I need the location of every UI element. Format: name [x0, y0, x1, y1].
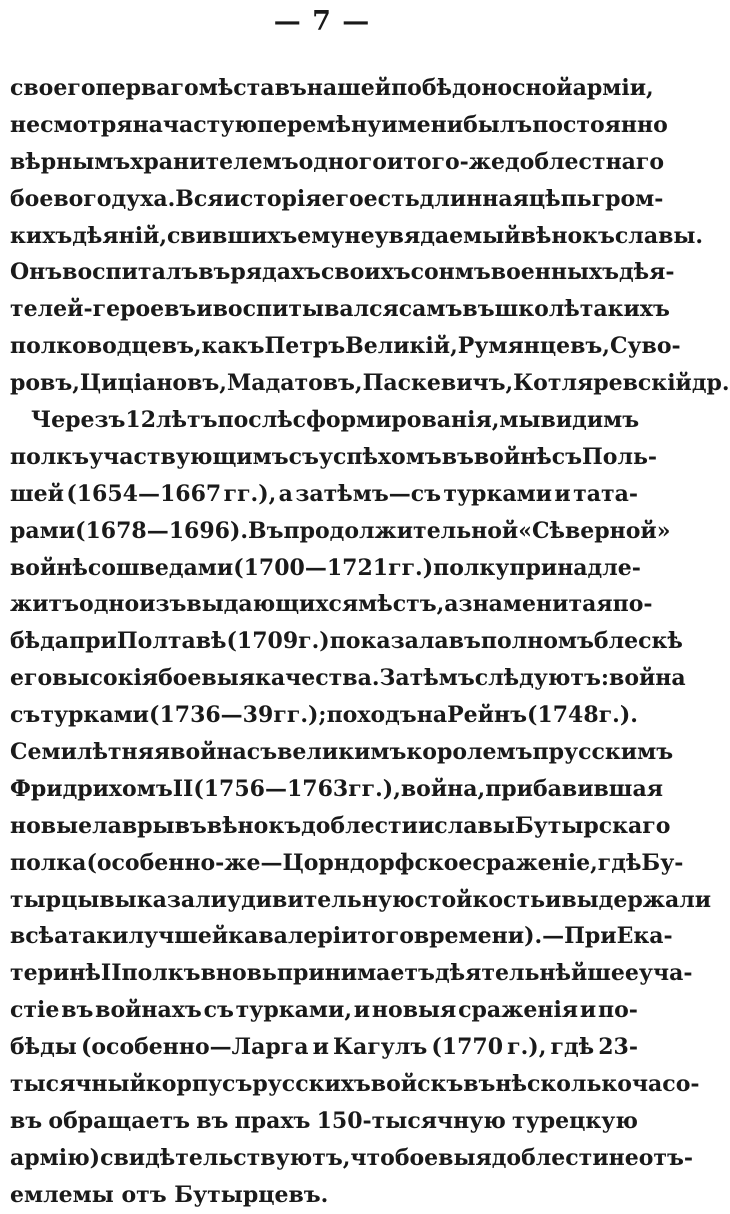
- word: турецкую: [512, 1107, 638, 1134]
- word: въ: [174, 812, 207, 839]
- text-line: [10, 808, 671, 845]
- word: видимъ: [540, 407, 640, 434]
- word: того-же: [403, 148, 506, 175]
- word: есть: [363, 185, 420, 212]
- word: сраженія: [458, 997, 579, 1024]
- word: гдѣ: [550, 1034, 595, 1061]
- word: Циціановъ,: [79, 370, 227, 397]
- word: длинная: [419, 185, 529, 212]
- word: Котляревскій: [513, 370, 692, 397]
- word: боевого: [10, 185, 112, 212]
- word: лавры: [92, 812, 175, 839]
- word: мѣста: [198, 75, 275, 101]
- word: походъ: [326, 702, 417, 729]
- word: исторія: [223, 185, 322, 212]
- text-line: [10, 955, 693, 992]
- word: корпусъ: [145, 1071, 253, 1098]
- word: уча-: [638, 960, 693, 987]
- word: перваго: [95, 75, 199, 101]
- word: (1709: [226, 628, 299, 655]
- word: турками: [40, 702, 149, 729]
- word: и: [386, 148, 404, 175]
- word: знаменитая: [458, 591, 613, 618]
- word: при: [69, 628, 117, 655]
- word: удивительную: [226, 886, 415, 913]
- word: имени: [381, 111, 464, 138]
- word: цѣпь: [528, 185, 592, 212]
- word: въ: [448, 628, 481, 655]
- word: не: [10, 111, 41, 138]
- word: въ: [441, 443, 474, 470]
- word: качества.: [255, 665, 380, 692]
- word: II: [172, 775, 194, 802]
- word: полка: [10, 849, 87, 876]
- word: Полтавѣ: [116, 628, 227, 655]
- word: отъ: [121, 1181, 175, 1208]
- word: гг.): [388, 554, 434, 581]
- word: Затѣмъ: [379, 665, 475, 692]
- text-line: [10, 513, 671, 550]
- word: телей-героевъ: [10, 296, 197, 323]
- word: на: [132, 111, 163, 138]
- word: затѣмъ—съ: [295, 480, 441, 507]
- word: съ: [288, 443, 319, 470]
- word: въ: [61, 997, 94, 1024]
- word: блескѣ: [593, 628, 683, 655]
- word: его: [321, 185, 364, 212]
- word: полку: [433, 554, 510, 581]
- word: (1678: [75, 517, 147, 544]
- word: турками,: [235, 997, 352, 1024]
- word: (1700—1721: [233, 554, 389, 581]
- word: сформированія,: [292, 407, 500, 434]
- word: войнѣ: [473, 443, 552, 470]
- word: по-: [597, 997, 638, 1024]
- word: арміи,: [572, 75, 654, 101]
- word: какъ: [201, 333, 265, 360]
- word: а: [444, 591, 459, 618]
- body-text: [10, 70, 730, 1214]
- word: продолжительной: [283, 517, 519, 544]
- text-line: [10, 1140, 694, 1177]
- word: тысячный: [10, 1071, 146, 1098]
- word: по-: [612, 591, 653, 618]
- word: прусскимъ: [532, 739, 674, 766]
- word: дѣя-: [619, 259, 675, 286]
- word: частую: [162, 111, 257, 138]
- word: боевыя: [158, 665, 256, 692]
- word: новые: [10, 812, 93, 839]
- word: полководцевъ,: [10, 333, 202, 360]
- word: такихъ: [579, 296, 670, 323]
- word: Фридрихомъ: [10, 775, 173, 802]
- word: боевыя: [394, 1144, 492, 1171]
- word: г.),: [507, 1034, 547, 1061]
- word: Великій,: [345, 333, 458, 360]
- word: стіе: [10, 997, 60, 1024]
- text-line: [10, 328, 681, 365]
- word: въ: [462, 296, 495, 323]
- word: Петръ: [264, 333, 346, 360]
- word: его: [10, 665, 53, 692]
- text-line: [10, 107, 668, 144]
- text-line: [10, 992, 638, 1029]
- word: 23-: [598, 1034, 638, 1061]
- word: Вся: [175, 185, 224, 212]
- word: Въ: [248, 517, 284, 544]
- word: Семилѣтняя: [10, 739, 171, 766]
- text-line: [10, 476, 638, 513]
- word: въ: [463, 1071, 496, 1098]
- word: (1654—1667: [66, 480, 222, 507]
- word: доблести: [301, 812, 418, 839]
- text-line: [10, 660, 686, 697]
- word: въ: [198, 259, 231, 286]
- word: всѣ: [10, 923, 55, 950]
- text-line: [10, 291, 670, 328]
- word: 1696).: [168, 517, 249, 544]
- word: прибавившая: [485, 775, 663, 802]
- word: и: [554, 480, 571, 507]
- word: лѣтъ: [156, 407, 218, 434]
- word: самъ: [398, 296, 463, 323]
- word: смотря: [40, 111, 133, 138]
- text-line: [10, 734, 674, 771]
- word: 150-тысячную: [316, 1107, 506, 1134]
- text-line: [10, 623, 683, 660]
- word: теринѣ: [10, 960, 101, 987]
- word: шей: [10, 480, 64, 507]
- word: полкъ: [121, 960, 201, 987]
- word: вновь: [200, 960, 277, 987]
- word: своего: [10, 75, 96, 101]
- word: рядахъ: [230, 259, 321, 286]
- word: показала: [329, 628, 449, 655]
- word: съ: [551, 443, 582, 470]
- word: лучшей: [128, 923, 229, 950]
- word: Поль-: [582, 443, 658, 470]
- word: со: [87, 554, 116, 581]
- word: гг.);: [273, 702, 327, 729]
- word: и: [545, 886, 562, 913]
- word: Рейнъ: [447, 702, 527, 729]
- word: война,: [400, 775, 486, 802]
- word: времени).—При: [413, 923, 617, 950]
- word: съ: [10, 702, 41, 729]
- word: 12: [125, 407, 157, 434]
- text-line: [10, 402, 638, 439]
- word: и: [353, 997, 371, 1024]
- word: выдержали: [561, 886, 712, 913]
- word: вѣнокъ: [520, 222, 615, 249]
- word: война: [170, 739, 247, 766]
- text-line: [10, 70, 654, 107]
- word: сонмъ: [410, 259, 491, 286]
- word: перемѣну: [256, 111, 382, 138]
- word: Бутырскаго: [514, 812, 671, 839]
- word: «Сѣверной»: [518, 517, 671, 544]
- word: и: [579, 997, 597, 1024]
- word: что: [350, 1144, 395, 1171]
- word: неотъ-: [608, 1144, 694, 1171]
- word: Суво-: [609, 333, 681, 360]
- word: войнахъ: [95, 997, 202, 1024]
- word: выдающихся: [186, 591, 359, 618]
- word: нѣсколько: [495, 1071, 632, 1098]
- text-line: [10, 1029, 638, 1066]
- word: (1770: [431, 1034, 504, 1061]
- word: королемъ: [406, 739, 533, 766]
- text-line: [10, 845, 684, 882]
- word: военныхъ: [490, 259, 619, 286]
- text-line: [10, 144, 665, 181]
- word: принадле-: [509, 554, 641, 581]
- word: гдѣ: [597, 849, 642, 876]
- word: войскъ: [370, 1071, 464, 1098]
- word: Онъ: [10, 259, 63, 286]
- word: Мадатовъ,: [226, 370, 363, 397]
- text-line: [10, 882, 712, 919]
- word: нашей: [306, 75, 392, 101]
- word: ровъ,: [10, 370, 80, 397]
- word: емлемы: [10, 1181, 122, 1208]
- text-line: [10, 697, 638, 734]
- word: тата-: [573, 480, 638, 507]
- word: успѣхомъ: [318, 443, 442, 470]
- word: великимъ: [277, 739, 407, 766]
- word: одного: [298, 148, 387, 175]
- word: одно: [79, 591, 140, 618]
- word: др.: [691, 370, 730, 397]
- text-line: [10, 1103, 638, 1140]
- word: гг.),: [348, 775, 401, 802]
- text-line: [10, 439, 658, 476]
- word: шведами: [115, 554, 234, 581]
- word: полномъ: [480, 628, 594, 655]
- word: на: [416, 702, 448, 729]
- word: прахъ: [234, 1107, 311, 1134]
- text-line: [10, 1066, 700, 1103]
- word: высокія: [52, 665, 159, 692]
- word: война: [609, 665, 686, 692]
- word: того: [357, 923, 414, 950]
- word: и: [312, 1034, 329, 1061]
- word: доблестнаго: [505, 148, 665, 175]
- word: дѣятельнѣйшее: [434, 960, 639, 987]
- word: обращаетъ: [48, 1107, 190, 1134]
- word: школѣ: [494, 296, 580, 323]
- word: воспиталъ: [62, 259, 199, 286]
- word: Паскевичъ,: [362, 370, 514, 397]
- word: Бу-: [641, 849, 684, 876]
- word: участвующимъ: [89, 443, 289, 470]
- word: съ: [203, 997, 234, 1024]
- word: побѣдоносной: [391, 75, 573, 101]
- word: выказали: [99, 886, 227, 913]
- word: гром-: [591, 185, 664, 212]
- word: свившихъ: [167, 222, 298, 249]
- page-number: — 7 —: [273, 6, 371, 37]
- word: стойкость: [414, 886, 546, 913]
- text-line: [10, 254, 675, 291]
- word: (1756—1763: [193, 775, 349, 802]
- word: дѣяній,: [72, 222, 168, 249]
- word: мы: [499, 407, 541, 434]
- word: славы.: [614, 222, 704, 249]
- word: слѣдуютъ:: [474, 665, 610, 692]
- word: и: [196, 296, 213, 323]
- word: хранителемъ: [130, 148, 299, 175]
- word: рами: [10, 517, 76, 544]
- text-line: [10, 218, 704, 255]
- word: бѣды: [10, 1034, 77, 1061]
- word: (особенно—Ларга: [80, 1034, 309, 1061]
- word: (1736—39: [149, 702, 274, 729]
- text-line: [10, 1177, 638, 1214]
- word: турками: [443, 480, 553, 507]
- word: гг.),: [223, 480, 277, 507]
- word: въ: [10, 1107, 43, 1134]
- text-line: [10, 771, 663, 808]
- word: кавалеріи: [228, 923, 358, 950]
- text-line: [10, 550, 641, 587]
- word: вѣрнымъ: [10, 148, 131, 175]
- word: неувядаемый: [344, 222, 521, 249]
- word: (особенно-же—Цорндорфское: [86, 849, 473, 876]
- word: духа.: [111, 185, 176, 212]
- word: Кагулъ: [333, 1034, 428, 1061]
- word: г.).: [598, 702, 638, 729]
- word: ему: [297, 222, 345, 249]
- word: въ: [196, 1107, 229, 1134]
- word: своихъ: [320, 259, 411, 286]
- word: славы: [434, 812, 515, 839]
- word: и: [417, 812, 435, 839]
- word: принимаетъ: [276, 960, 435, 987]
- text-line: [10, 918, 673, 955]
- word: часо-: [631, 1071, 700, 1098]
- text-line: [10, 365, 730, 402]
- word: атаки: [54, 923, 129, 950]
- word: (1748: [527, 702, 599, 729]
- text-line: [10, 586, 653, 623]
- word: Бутырцевъ.: [174, 1181, 329, 1208]
- word: тырцы: [10, 886, 100, 913]
- word: полкъ: [10, 443, 90, 470]
- word: сраженіе,: [472, 849, 598, 876]
- word: бѣда: [10, 628, 70, 655]
- word: доблести: [491, 1144, 609, 1171]
- word: новыя: [371, 997, 457, 1024]
- word: въ: [274, 75, 307, 101]
- word: былъ: [463, 111, 533, 138]
- word: II: [100, 960, 122, 987]
- word: вѣнокъ: [206, 812, 302, 839]
- word: мѣстъ,: [358, 591, 445, 618]
- word: армію): [10, 1144, 101, 1171]
- word: русскихъ: [252, 1071, 371, 1098]
- word: войнѣ: [10, 554, 88, 581]
- word: —: [146, 517, 169, 544]
- word: Черезъ: [31, 407, 126, 434]
- word: свидѣтельствуютъ,: [100, 1144, 351, 1171]
- word: кихъ: [10, 222, 73, 249]
- word: г.): [298, 628, 330, 655]
- word: изъ: [139, 591, 187, 618]
- word: воспитывался: [212, 296, 399, 323]
- word: Румянцевъ,: [457, 333, 610, 360]
- word: Ека-: [616, 923, 673, 950]
- word: постоянно: [532, 111, 668, 138]
- text-line: [10, 181, 664, 218]
- word: житъ: [10, 591, 80, 618]
- word: съ: [246, 739, 278, 766]
- word: послѣ: [217, 407, 293, 434]
- word: а: [278, 480, 293, 507]
